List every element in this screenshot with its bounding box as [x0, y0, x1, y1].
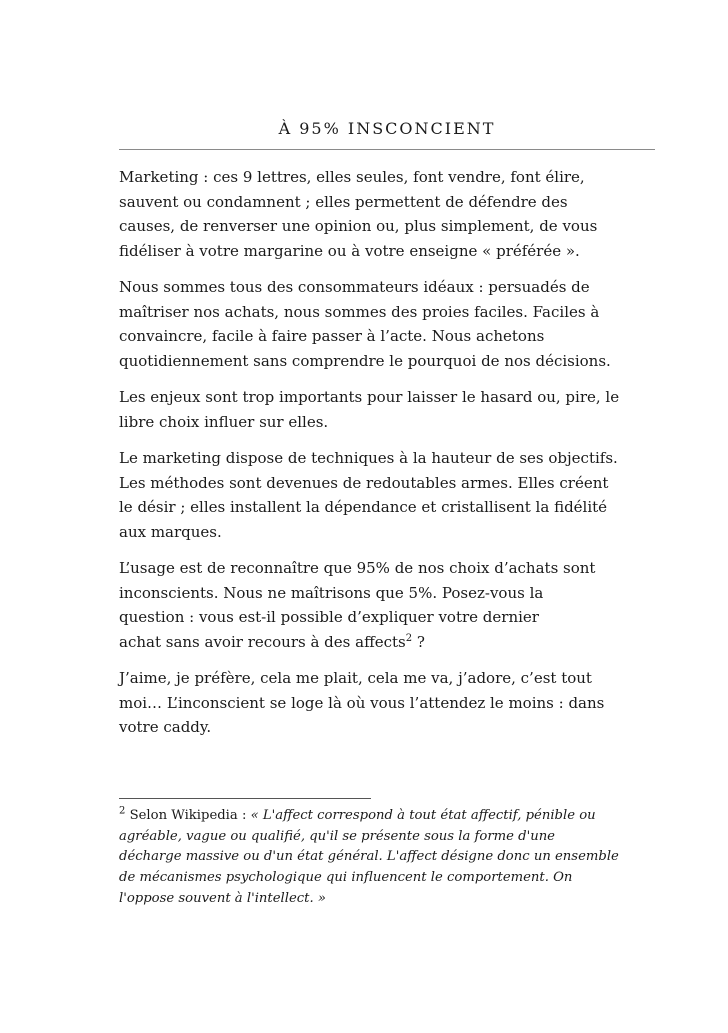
paragraph-3: [119, 385, 679, 434]
text-line-with-footnote: [119, 630, 679, 655]
text-line: maîtriser nos achats, nous sommes des proies faciles. Faciles à: [119, 302, 600, 321]
text-line: Nous sommes tous des consommateurs idéaux : persuadés de: [119, 278, 590, 296]
footnote-number: 2: [119, 805, 126, 817]
title-underline: [119, 149, 655, 150]
footnote-line: de mécanismes psychologique qui influencent le comportement. On: [119, 870, 573, 886]
paragraph-1: [119, 165, 679, 263]
footnote-lead: Selon Wikipedia :: [125, 808, 251, 823]
text-line: J’aime, je préfère, cela me plait, cela me va, j’adore, c’est tout: [119, 669, 592, 687]
text-line: fidéliser à votre margarine ou à votre enseigne « préférée ».: [119, 241, 580, 260]
text-line: inconscients. Nous ne maîtrisons que 5%. Posez-vous la: [119, 583, 544, 602]
text-line: moi… L’inconscient se loge là où vous l’attendez le moins : dans: [119, 693, 605, 712]
text-line: Marketing : ces 9 lettres, elles seules, font vendre, font élire,: [119, 168, 585, 186]
footnote-line: [119, 806, 689, 827]
footnote-quote: « L'affect correspond à tout état affectif, pénible ou: [250, 808, 596, 823]
footnote: [119, 806, 689, 910]
paragraph-2: [119, 275, 679, 373]
text-fragment: achat sans avoir recours à des affects: [119, 632, 406, 651]
body-text: [119, 165, 679, 752]
footnote-reference: 2: [405, 632, 413, 644]
footnote-line: agréable, vague ou qualifié, qu'il se présente sous la forme d'une: [119, 828, 555, 844]
text-line: le désir ; elles installent la dépendance et cristallisent la fidélité: [119, 498, 608, 516]
text-line: L’usage est de reconnaître que 95% de nos choix d’achats sont: [119, 559, 596, 577]
paragraph-6: [119, 666, 679, 740]
paragraph-5: [119, 556, 679, 654]
text-line: question : vous est-il possible d’expliquer votre dernier: [119, 608, 539, 626]
paragraph-4: [119, 446, 679, 544]
footnote-line: décharge massive ou d'un état général. L'affect désigne donc un ensemble: [119, 849, 619, 865]
page-title: À 95% INSCONCIENT: [278, 119, 496, 138]
footnote-line: l'oppose souvent à l'intellect. »: [119, 890, 326, 906]
text-line: quotidiennement sans comprendre le pourquoi de nos décisions.: [119, 351, 611, 370]
text-line: aux marques.: [119, 522, 222, 541]
text-line: votre caddy.: [119, 718, 212, 736]
text-line: sauvent ou condamnent ; elles permettent de défendre des: [119, 192, 568, 211]
text-line: Le marketing dispose de techniques à la hauteur de ses objectifs.: [119, 449, 618, 467]
text-line: Les enjeux sont trop importants pour laisser le hasard ou, pire, le: [119, 388, 620, 406]
text-line: causes, de renverser une opinion ou, plus simplement, de vous: [119, 217, 598, 235]
footnote-separator: [119, 798, 371, 799]
text-line: libre choix influer sur elles.: [119, 412, 329, 431]
text-fragment: ?: [412, 632, 425, 651]
text-line: Les méthodes sont devenues de redoutables armes. Elles créent: [119, 473, 609, 492]
text-line: convaincre, facile à faire passer à l’acte. Nous achetons: [119, 327, 545, 345]
